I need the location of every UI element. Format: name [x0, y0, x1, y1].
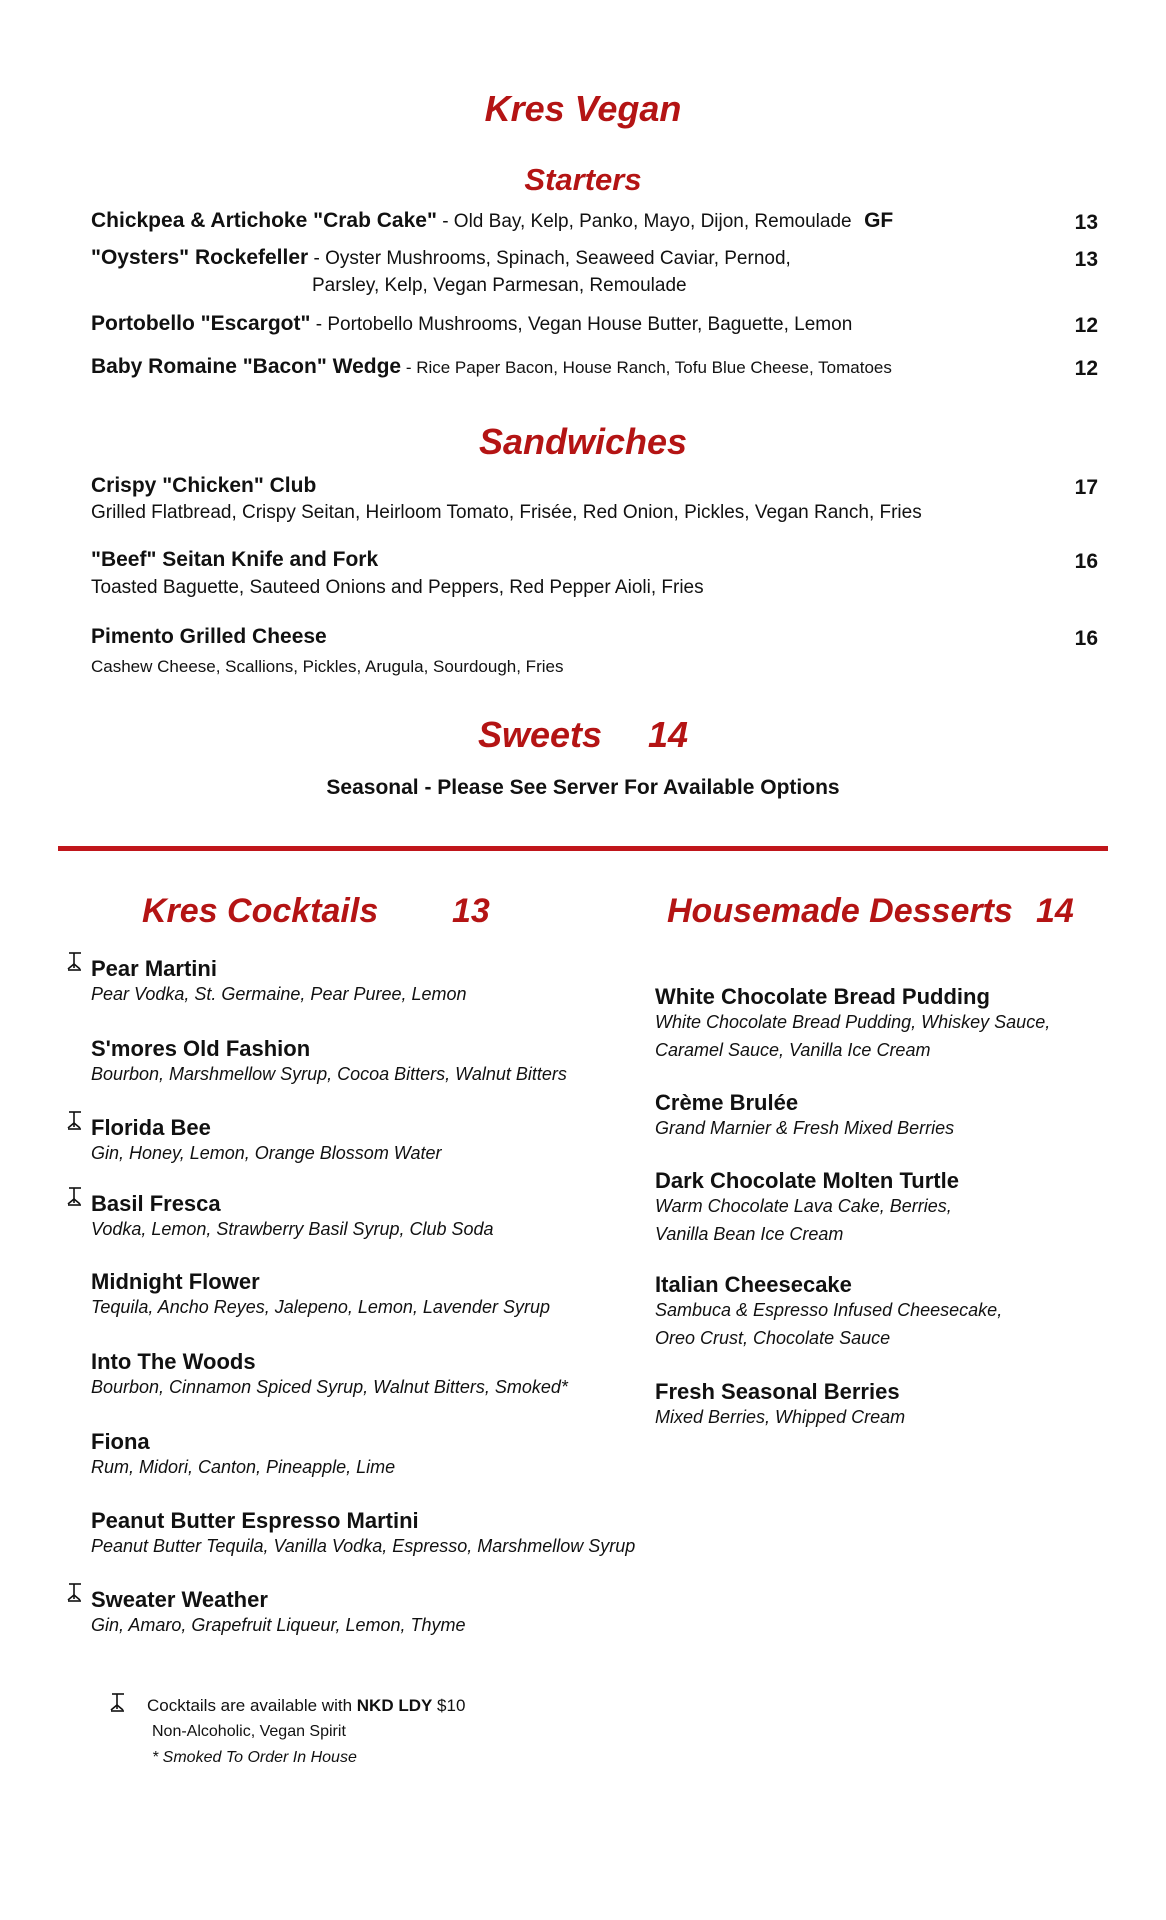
starter-desc: - Rice Paper Bacon, House Ranch, Tofu Blue Cheese, Tomatoes	[401, 358, 892, 377]
section-divider	[58, 846, 1108, 851]
cocktail-name: Basil Fresca	[91, 1191, 221, 1216]
cocktail-name: S'mores Old Fashion	[91, 1036, 311, 1061]
cocktail-name: Into The Woods	[91, 1349, 256, 1374]
sandwich-name: Crispy "Chicken" Club	[91, 474, 317, 497]
starter-price: 13	[1074, 211, 1098, 234]
dessert-name: Italian Cheesecake	[655, 1272, 852, 1297]
starter-desc: - Old Bay, Kelp, Panko, Mayo, Dijon, Remoulade	[436, 211, 852, 232]
page-title: Kres Vegan	[484, 88, 682, 129]
cocktail-name: Peanut Butter Espresso Martini	[91, 1508, 419, 1533]
cocktail-desc: Pear Vodka, St. Germaine, Pear Puree, Lemon	[91, 984, 467, 1004]
sandwiches-heading: Sandwiches	[478, 421, 688, 462]
sandwich-desc: Grilled Flatbread, Crispy Seitan, Heirloom Tomato, Frisée, Red Onion, Pickles, Vegan Ranch, Fries	[91, 502, 922, 523]
starter-item	[91, 312, 852, 336]
starter-item	[91, 246, 791, 270]
dessert-desc: Oreo Crust, Chocolate Sauce	[655, 1328, 891, 1348]
cocktail-desc: Rum, Midori, Canton, Pineapple, Lime	[91, 1457, 396, 1477]
cocktail-name: Florida Bee	[91, 1115, 211, 1140]
sandwich-desc: Cashew Cheese, Scallions, Pickles, Arugula, Sourdough, Fries	[91, 657, 564, 676]
dessert-name: Fresh Seasonal Berries	[655, 1379, 900, 1404]
starter-name: Chickpea & Artichoke "Crab Cake"	[91, 209, 437, 232]
martini-glass-icon	[66, 1583, 84, 1603]
starter-desc: - Portobello Mushrooms, Vegan House Butter, Baguette, Lemon	[310, 314, 853, 335]
starter-name: "Oysters" Rockefeller	[91, 246, 309, 269]
dessert-desc: Sambuca & Espresso Infused Cheesecake,	[655, 1300, 1003, 1320]
starter-name: Baby Romaine "Bacon" Wedge	[91, 355, 402, 378]
martini-glass-icon	[66, 1111, 84, 1131]
starter-desc: - Oyster Mushrooms, Spinach, Seaweed Caviar, Pernod,	[308, 248, 791, 269]
footnote-line2: Non-Alcoholic, Vegan Spirit	[152, 1723, 346, 1740]
sandwich-name: Pimento Grilled Cheese	[91, 625, 327, 648]
sandwich-price: 17	[1074, 476, 1098, 499]
desserts-price: 14	[1036, 892, 1074, 930]
dessert-name: White Chocolate Bread Pudding	[655, 984, 990, 1009]
dessert-name: Crème Brulée	[655, 1090, 799, 1115]
dessert-desc: Vanilla Bean Ice Cream	[655, 1224, 844, 1244]
cocktail-desc: Gin, Amaro, Grapefruit Liqueur, Lemon, Thyme	[91, 1615, 466, 1635]
cocktail-desc: Tequila, Ancho Reyes, Jalepeno, Lemon, Lavender Syrup	[91, 1297, 550, 1317]
cocktails-price: 13	[452, 892, 490, 930]
gf-tag: GF	[864, 209, 894, 232]
starter-item	[91, 355, 892, 379]
cocktails-heading: Kres Cocktails	[142, 892, 379, 930]
dessert-desc: Mixed Berries, Whipped Cream	[655, 1407, 906, 1427]
starter-price: 12	[1074, 357, 1098, 380]
sandwich-price: 16	[1074, 550, 1098, 573]
starter-desc-cont: Parsley, Kelp, Vegan Parmesan, Remoulade	[312, 275, 687, 296]
cocktail-name: Sweater Weather	[91, 1587, 268, 1612]
sweets-heading-row	[0, 714, 1166, 756]
martini-glass-icon	[109, 1693, 127, 1713]
cocktail-desc: Bourbon, Cinnamon Spiced Syrup, Walnut Bitters, Smoked*	[91, 1377, 568, 1397]
dessert-desc: Warm Chocolate Lava Cake, Berries,	[655, 1196, 952, 1216]
martini-glass-icon	[66, 1187, 84, 1207]
sandwich-price: 16	[1074, 627, 1098, 650]
cocktail-desc: Peanut Butter Tequila, Vanilla Vodka, Espresso, Marshmellow Syrup	[91, 1536, 636, 1556]
nkd-ldy-brand: NKD LDY	[356, 1696, 433, 1715]
sweets-note: Seasonal - Please See Server For Available Options	[326, 776, 840, 799]
sandwich-desc: Toasted Baguette, Sauteed Onions and Peppers, Red Pepper Aioli, Fries	[91, 577, 704, 598]
dessert-name: Dark Chocolate Molten Turtle	[655, 1168, 959, 1193]
cocktail-desc: Vodka, Lemon, Strawberry Basil Syrup, Club Soda	[91, 1219, 494, 1239]
sweets-heading: Sweets	[477, 714, 603, 755]
cocktail-desc: Bourbon, Marshmellow Syrup, Cocoa Bitters, Walnut Bitters	[91, 1064, 567, 1084]
footnote-price: $10	[432, 1696, 466, 1715]
cocktail-name: Pear Martini	[91, 956, 217, 981]
dessert-desc: Grand Marnier & Fresh Mixed Berries	[655, 1118, 955, 1138]
footnote-line1	[147, 1696, 465, 1716]
dessert-desc: White Chocolate Bread Pudding, Whiskey Sauce,	[655, 1012, 1051, 1032]
martini-glass-icon	[66, 952, 84, 972]
starters-heading: Starters	[524, 162, 642, 197]
cocktail-desc: Gin, Honey, Lemon, Orange Blossom Water	[91, 1143, 442, 1163]
starter-name: Portobello "Escargot"	[91, 312, 311, 335]
cocktail-name: Fiona	[91, 1429, 150, 1454]
dessert-desc: Caramel Sauce, Vanilla Ice Cream	[655, 1040, 931, 1060]
starter-price: 13	[1074, 248, 1098, 271]
starter-price: 12	[1074, 314, 1098, 337]
desserts-heading: Housemade Desserts	[667, 892, 1013, 930]
cocktail-name: Midnight Flower	[91, 1269, 260, 1294]
sandwich-name: "Beef" Seitan Knife and Fork	[91, 548, 379, 571]
starter-item	[91, 209, 893, 233]
sweets-price: 14	[648, 714, 689, 755]
footnote-line3: * Smoked To Order In House	[152, 1749, 357, 1766]
footnote-text: Cocktails are available with	[147, 1696, 357, 1715]
